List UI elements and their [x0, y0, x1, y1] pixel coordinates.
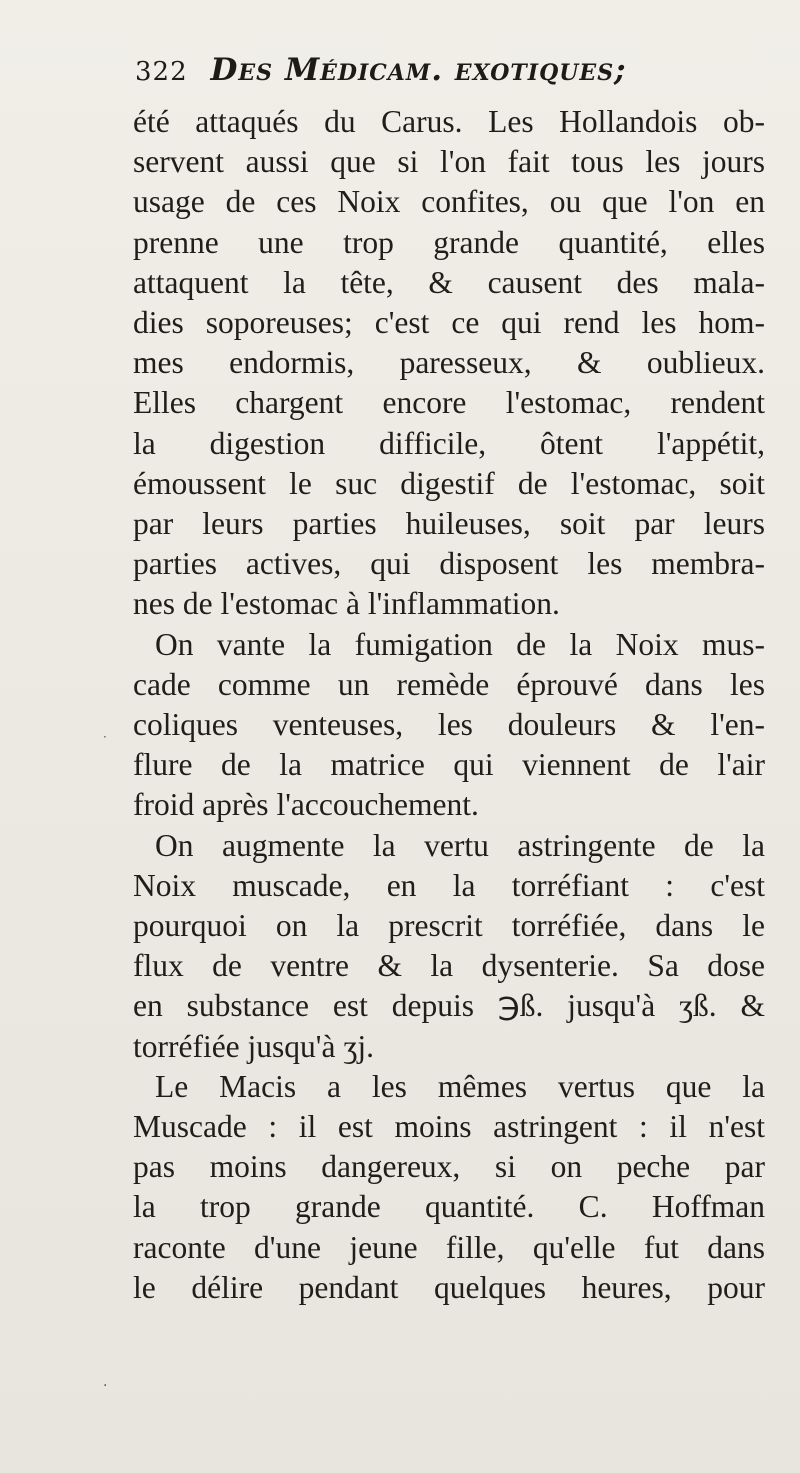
text-line: servent aussi que si l'on fait tous les jours — [133, 144, 765, 180]
text-line: par leurs parties huileuses, soit par leurs — [133, 506, 765, 542]
running-head — [135, 52, 775, 88]
paragraph-first-line: Le Macis a les mêmes vertus que la — [155, 1068, 765, 1104]
margin-speck: · — [103, 730, 107, 744]
page-number: 322 — [135, 57, 188, 87]
text-line: coliques venteuses, les douleurs & l'en- — [133, 707, 765, 743]
text-line: pourquoi on la prescrit torréfiée, dans le — [133, 908, 765, 944]
text-line: flure de la matrice qui viennent de l'air — [133, 747, 765, 783]
text-line: flux de ventre & la dysenterie. Sa dose — [133, 948, 765, 984]
text-line: Noix muscade, en la torréfiant : c'est — [133, 867, 765, 903]
text-line: usage de ces Noix confites, ou que l'on en — [133, 184, 765, 220]
text-line: Muscade : il est moins astringent : il n'est — [133, 1109, 765, 1145]
text-line: pas moins dangereux, si on peche par — [133, 1149, 765, 1185]
text-line: raconte d'une jeune fille, qu'elle fut dans — [133, 1229, 765, 1265]
text-line: mes endormis, paresseux, & oublieux. — [133, 345, 765, 381]
text-line: en substance est depuis ℈ß. jusqu'à ʒß. & — [133, 988, 765, 1024]
text-line: la digestion difficile, ôtent l'appétit, — [133, 425, 765, 461]
text-line: torréfiée jusqu'à ʒj. — [133, 1028, 374, 1064]
text-line: attaquent la tête, & causent des mala- — [133, 264, 765, 300]
text-line: la trop grande quantité. C. Hoffman — [133, 1189, 765, 1225]
text-line: été attaqués du Carus. Les Hollandois ob- — [133, 104, 765, 139]
text-line: Elles chargent encore l'estomac, rendent — [133, 385, 765, 421]
text-line: cade comme un remède éprouvé dans les — [133, 666, 765, 702]
text-line: parties actives, qui disposent les membra- — [133, 546, 765, 582]
margin-speck: · — [103, 1378, 108, 1394]
text-line: prenne une trop grande quantité, elles — [133, 224, 765, 260]
paragraph-first-line: On augmente la vertu astringente de la — [155, 827, 765, 863]
text-line: émoussent le suc digestif de l'estomac, soit — [133, 465, 765, 501]
text-line: dies soporeuses; c'est ce qui rend les hom- — [133, 305, 765, 341]
running-title: Des Médicam. exotiques; — [210, 52, 627, 88]
body-text — [133, 102, 765, 1308]
text-line: froid après l'accouchement. — [133, 787, 479, 823]
paragraph-first-line: On vante la fumigation de la Noix mus- — [155, 626, 765, 662]
text-line: nes de l'estomac à l'inflammation. — [133, 586, 560, 622]
text-line: le délire pendant quelques heures, pour — [133, 1269, 765, 1305]
